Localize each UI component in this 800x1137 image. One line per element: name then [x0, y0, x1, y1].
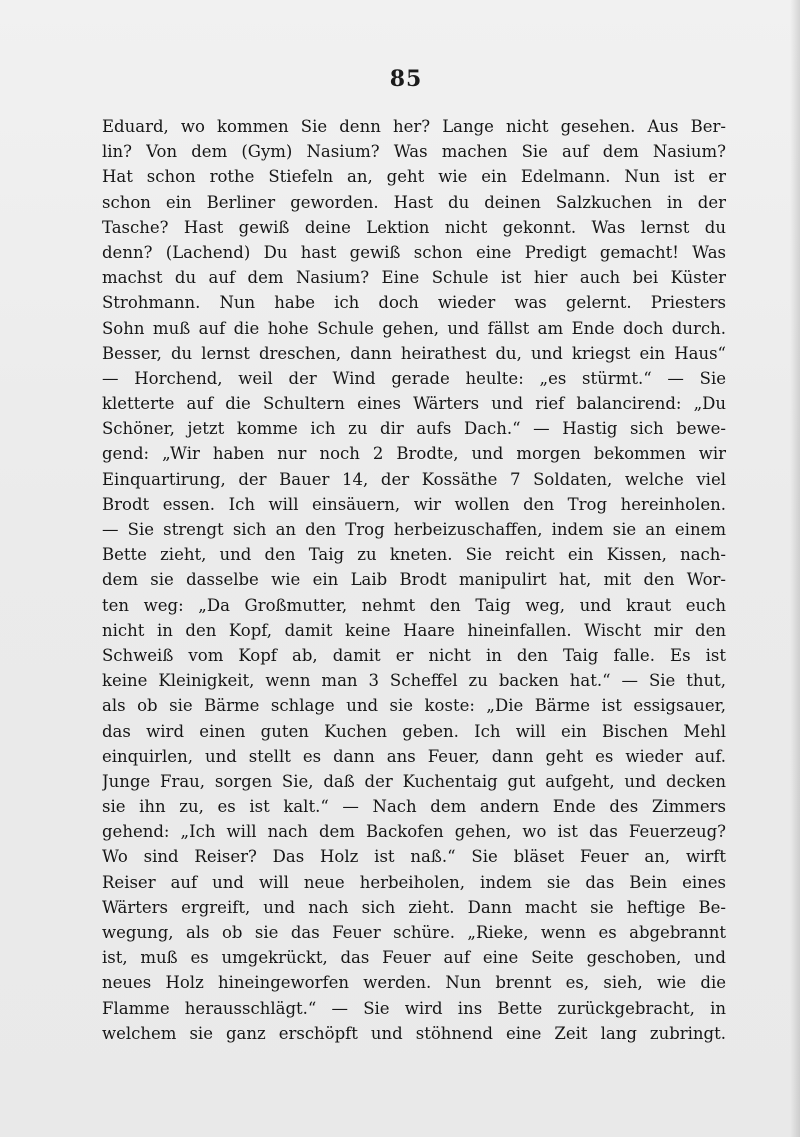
- page-number: 85: [389, 66, 423, 92]
- text-line: Strohmann. Nun habe ich doch wieder was gelernt. Priesters: [102, 293, 726, 313]
- text-line: dem sie dasselbe wie ein Laib Brodt manipulirt hat, mit den Wor-: [102, 570, 726, 590]
- text-line: Einquartirung, der Bauer 14, der Kossäthe 7 Soldaten, welche viel: [102, 469, 726, 489]
- text-line: wegung, als ob sie das Feuer schüre. „Rieke, wenn es abgebrannt: [102, 923, 726, 942]
- text-line: Tasche? Hast gewiß deine Lektion nicht gekonnt. Was lernst du: [102, 217, 726, 237]
- text-line: sie ihn zu, es ist kalt.“ — Nach dem andern Ende des Zimmers: [102, 797, 726, 817]
- text-line: Junge Frau, sorgen Sie, daß der Kuchentaig gut aufgeht, und decken: [102, 771, 726, 791]
- text-line: Bette zieht, und den Taig zu kneten. Sie reicht ein Kissen, nach-: [102, 545, 726, 565]
- page-edge-shadow: [790, 0, 800, 1137]
- text-line: Sohn muß auf die hohe Schule gehen, und fällst am Ende doch durch.: [102, 318, 726, 338]
- text-line: das wird einen guten Kuchen geben. Ich will ein Bischen Mehl: [102, 721, 726, 741]
- text-line: Hat schon rothe Stiefeln an, geht wie ein Edelmann. Nun ist er: [102, 167, 726, 187]
- text-line: — Sie strengt sich an den Trog herbeizuschaffen, indem sie an einem: [102, 520, 726, 539]
- text-line: schon ein Berliner geworden. Hast du deinen Salzkuchen in der: [102, 192, 726, 212]
- text-line: als ob sie Bärme schlage und sie koste: „Die Bärme ist essigsauer,: [102, 696, 726, 716]
- text-line: Schweiß vom Kopf ab, damit er nicht in den Taig falle. Es ist: [102, 645, 726, 665]
- text-line: Schöner, jetzt komme ich zu dir aufs Dach.“ — Hastig sich bewe-: [102, 419, 726, 439]
- text-line: neues Holz hineingeworfen werden. Nun brennt es, sieh, wie die: [102, 973, 726, 993]
- text-line: kletterte auf die Schultern eines Wärters und rief balancirend: „Du: [102, 394, 726, 414]
- text-line: — Horchend, weil der Wind gerade heulte: „es stürmt.“ — Sie: [102, 368, 726, 388]
- text-line: Reiser auf und will neue herbeiholen, indem sie das Bein eines: [102, 872, 726, 892]
- text-line: Eduard, wo kommen Sie denn her? Lange nicht gesehen. Aus Ber-: [102, 117, 726, 136]
- text-line: ten weg: „Da Großmutter, nehmt den Taig weg, und kraut euch: [102, 595, 726, 615]
- text-line: einquirlen, und stellt es dann ans Feuer, dann geht es wieder auf.: [102, 746, 726, 766]
- text-line: gend: „Wir haben nur noch 2 Brodte, und morgen bekommen wir: [102, 444, 726, 464]
- text-line: keine Kleinigkeit, wenn man 3 Scheffel zu backen hat.“ — Sie thut,: [102, 671, 726, 691]
- text-line: gehend: „Ich will nach dem Backofen gehen, wo ist das Feuerzeug?: [102, 822, 726, 842]
- text-line: Wärters ergreift, und nach sich zieht. Dann macht sie heftige Be-: [102, 897, 726, 917]
- text-line: nicht in den Kopf, damit keine Haare hineinfallen. Wischt mir den: [102, 620, 726, 640]
- text-line: Wo sind Reiser? Das Holz ist naß.“ Sie bläset Feuer an, wirft: [102, 847, 726, 867]
- body-text: [102, 114, 726, 1046]
- text-line: Besser, du lernst dreschen, dann heirathest du, und kriegst ein Haus“: [102, 343, 726, 363]
- text-line: denn? (Lachend) Du hast gewiß schon eine Predigt gemacht! Was: [102, 242, 726, 262]
- text-line: welchem sie ganz erschöpft und stöhnend eine Zeit lang zubringt.: [102, 1023, 726, 1043]
- text-line: lin? Von dem (Gym) Nasium? Was machen Sie auf dem Nasium?: [102, 142, 726, 162]
- text-line: Flamme herausschlägt.“ — Sie wird ins Bette zurückgebracht, in: [102, 998, 726, 1018]
- text-line: ist, muß es umgekrückt, das Feuer auf eine Seite geschoben, und: [102, 948, 726, 968]
- text-line: Brodt essen. Ich will einsäuern, wir wollen den Trog hereinholen.: [102, 494, 726, 514]
- text-line: machst du auf dem Nasium? Eine Schule ist hier auch bei Küster: [102, 268, 726, 288]
